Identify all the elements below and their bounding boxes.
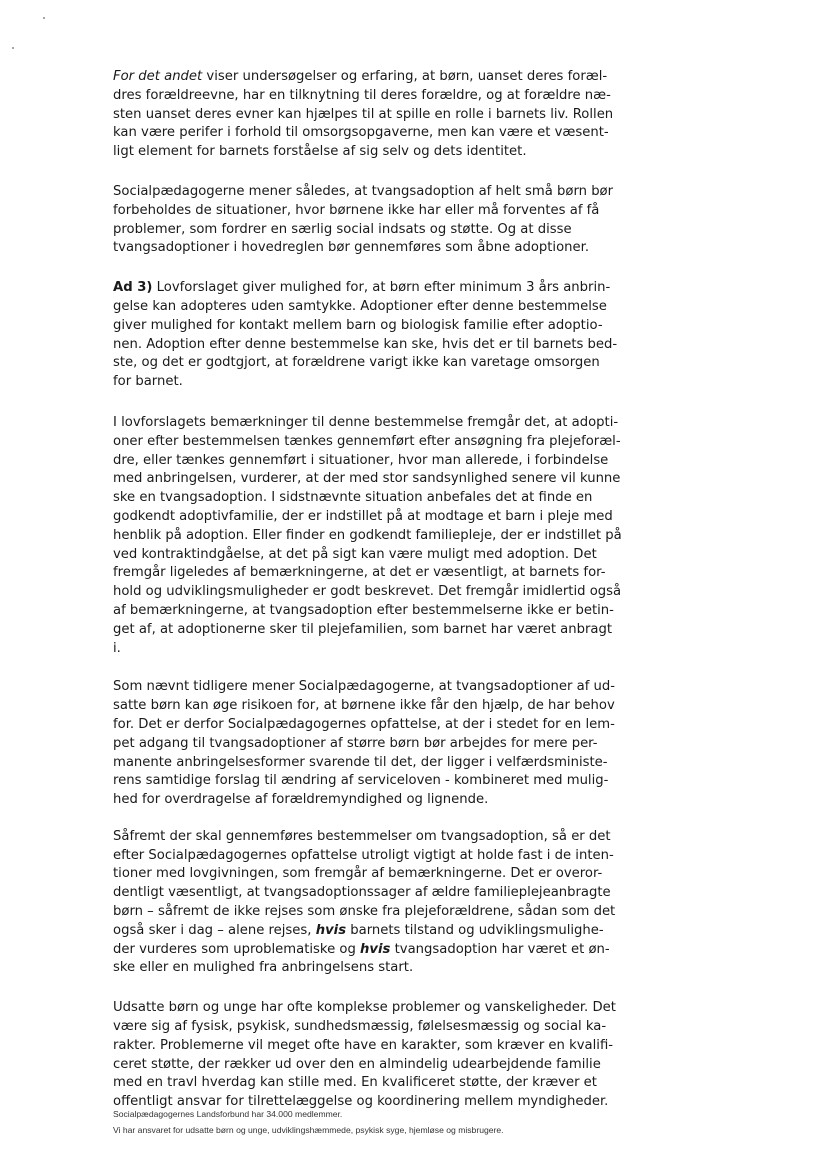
paragraph-text: Lovforslaget giver mulighed for, at børn efter minimum 3 års anbrin- gelse kan adopteres uden samtykke. Adoptioner efter denne bestemmelse giver mulighed for kontakt mellem barn og biologisk familie efter adoptio- nen. Adoption efter denne bestemmelse kan ske, hvis det er til barnets bed- ste, og det er godtgjort, at forældrene varigt ikke kan varetage omsorgen for barnet. bbox=[113, 280, 618, 390]
page-footer bbox=[113, 1106, 713, 1138]
emphasis-hvis: hvis bbox=[360, 941, 391, 957]
paragraph-som-naevnt-tidligere bbox=[113, 678, 653, 810]
scan-speck bbox=[12, 47, 14, 49]
paragraph-text: viser undersøgelser og erfaring, at børn, uanset deres foræl- dres forældreevne, har en tilknytning til deres forældre, og at forældre næ- sten uanset deres evner kan hjælpes til at spille en rolle i barnets liv. Rollen kan være perifer i forhold til omsorgsopgaverne, men kan være et væsent- ligt element for barnets forståelse af sig selv og dets identitet. bbox=[113, 69, 614, 160]
paragraph-udsatte-boern bbox=[113, 999, 653, 1112]
paragraph-text: tvangsadoption har været et øn- ske eller en mulighed fra anbringelsens start. bbox=[113, 941, 610, 976]
paragraph-text: Udsatte børn og unge har ofte komplekse problemer og vanskeligheder. Det være sig af fysisk, psykisk, sundhedsmæssig, følelsesmæssig og social ka- rakter. Problemerne vil meget ofte have en karakter, som kræver en kvalifi- ceret støtte, der rækker ud over den en almindelig udearbejdende familie med en travl hverdag kan stille med. En kvalificeret støtte, der kræver et offentligt ansvar for tilrettelæggelse og koordinering mellem myndigheder. bbox=[113, 1000, 616, 1110]
paragraph-lovforslagets-bemaerkninger bbox=[113, 414, 653, 658]
emphasis-hvis: hvis bbox=[315, 922, 347, 938]
footer-line-responsibility: Vi har ansvaret for udsatte børn og unge, udviklingshæmmede, psykisk syge, hjemløse og misbrugere. bbox=[113, 1125, 504, 1135]
paragraph-tvangsadoption-smaa-boern bbox=[113, 183, 653, 258]
paragraph-for-det-andet bbox=[113, 68, 653, 162]
paragraph-text: Som nævnt tidligere mener Socialpædagogerne, at tvangsadoptioner af ud- satte børn kan øge risikoen for, at børnene ikke får den hjælp, de har behov for. Det er derfor Socialpædagogernes opfattelse, at der i stedet for en lem- pet adgang til tvangsadoptioner af større børn bør arbejdes for mere per- manente anbringelsesformer svarende til det, der ligger i velfærdsministe- rens samtidige forslag til ændring af serviceloven - kombineret med mulig- hed for overdragelse af forældremyndighed og lignende. bbox=[113, 679, 616, 808]
paragraph-text: Socialpædagogerne mener således, at tvangsadoption af helt små børn bør forbeholdes de situationer, hvor børnene ikke har eller må forventes af få problemer, som fordrer en særlig social indsats og støtte. Og at disse tvangsadoptioner i hovedreglen bør gennemføres som åbne adoptioner. bbox=[113, 183, 614, 256]
paragraph-lead-italic: For det andet bbox=[113, 69, 203, 84]
paragraph-text: barnets tilstand og udviklingsmulighe- der vurderes som uproblematiske og bbox=[113, 922, 604, 957]
paragraph-lead-bold: Ad 3) bbox=[113, 280, 153, 296]
paragraph-saafremt bbox=[113, 828, 653, 978]
paragraph-ad-3 bbox=[113, 279, 653, 392]
footer-line-members: Socialpædagogernes Landsforbund har 34.000 medlemmer. bbox=[113, 1109, 343, 1119]
scan-speck bbox=[43, 17, 45, 19]
paragraph-text: I lovforslagets bemærkninger til denne bestemmelse fremgår det, at adopti- oner efter bestemmelsen tænkes gennemført efter ansøgning fra plejeforæl- dre, eller tænkes gennemført i situationer, hvor man allerede, i forbindelse med anbringelsen, vurderer, at der med stor sandsynlighed senere vil kunne ske en tvangsadoption. I sidstnævnte situation anbefales det at finde en godkendt adoptivfamilie, der er indstillet på at modtage et barn i pleje med henblik på adoption. Eller finder en godkendt familiepleje, der er indstillet på ved kontraktindgåelse, at det på sigt kan være muligt med adoption. Det fremgår ligeledes af bemærkningerne, at det er væsentligt, at barnets for- hold og udviklingsmuligheder er godt beskrevet. Det fremgår imidlertid også af bemærkningerne, at tvangsadoption efter bestemmelserne ikke er betin- get af, at adoptionerne sker til plejefamilien, som barnet har været anbragt i. bbox=[113, 414, 622, 656]
paragraph-text: Såfremt der skal gennemføres bestemmelser om tvangsadoption, så er det efter Socialpædagogernes opfattelse utroligt vigtigt at holde fast i de inten- tioner med lovgivningen, som fremgår af bemærkningerne. Det er overor- dentligt væsentligt, at tvangsadoptionssager af ældre familieplejeanbragte børn – såfremt de ikke rejses som ønske fra plejeforældrene, sådan som det også sker i dag – alene rejses, bbox=[113, 828, 616, 938]
document-body bbox=[113, 68, 653, 1132]
